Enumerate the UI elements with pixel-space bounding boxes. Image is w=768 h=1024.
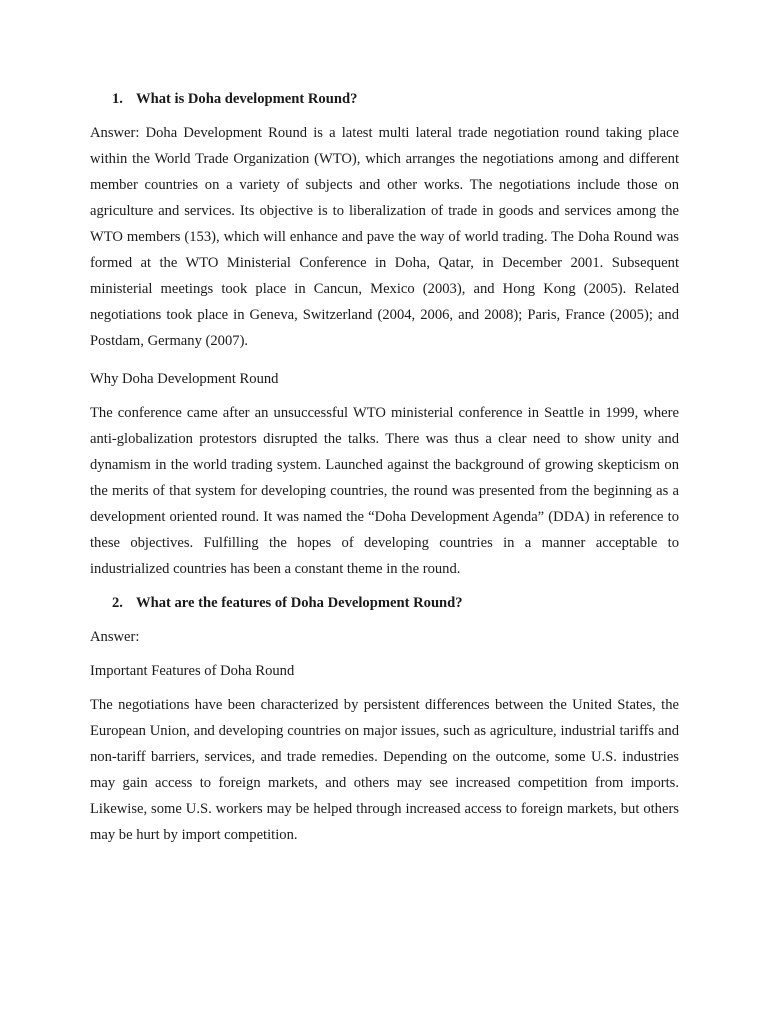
question-1-title: What is Doha development Round? (136, 91, 358, 107)
features-subheading: Important Features of Doha Round (90, 663, 295, 679)
why-doha-paragraph: The conference came after an unsuccessful WTO ministerial conference in Seattle in 1999, where anti-globalization protestors disrupted the talks. There was thus a clear need to show unity and dynamism in the world trading system. Launched against the background of growing skepticism on the merits of that system for developing countries, the round was presented from the beginning as a development oriented round. It was named the “Doha Development Agenda” (DDA) in reference to these objectives. Fulfilling the hopes of developing countries in a manner acceptable to industrialized countries has been a constant theme in the round. (90, 405, 679, 577)
why-doha-subheading: Why Doha Development Round (90, 371, 279, 387)
question-2-heading (90, 590, 679, 616)
question-2-title: What are the features of Doha Development Round? (136, 595, 463, 611)
features-paragraph: The negotiations have been characterized by persistent differences between the United States, the European Union, and developing countries on major issues, such as agriculture, industrial tariffs and non-tariff barriers, services, and trade remedies. Depending on the outcome, some U.S. industries may gain access to foreign markets, and others may see increased competition from imports. Likewise, some U.S. workers may be helped through increased access to foreign markets, but others may be hurt by import competition. (90, 697, 679, 843)
question-1-heading (90, 86, 679, 112)
question-1-number: 1. (112, 91, 123, 107)
question-1-answer: Answer: Doha Development Round is a latest multi lateral trade negotiation round taking place within the World Trade Organization (WTO), which arranges the negotiations among and different member countries on a variety of subjects and other works. The negotiations include those on agriculture and services. Its objective is to liberalization of trade in goods and services among the WTO members (153), which will enhance and pave the way of world trading. The Doha Round was formed at the WTO Ministerial Conference in Doha, Qatar, in December 2001. Subsequent ministerial meetings took place in Cancun, Mexico (2003), and Hong Kong (2005). Related negotiations took place in Geneva, Switzerland (2004, 2006, and 2008); Paris, France (2005); and Postdam, Germany (2007). (90, 125, 679, 349)
document-page (90, 86, 679, 848)
question-2-number: 2. (112, 595, 123, 611)
question-2-answer-label: Answer: (90, 629, 140, 645)
